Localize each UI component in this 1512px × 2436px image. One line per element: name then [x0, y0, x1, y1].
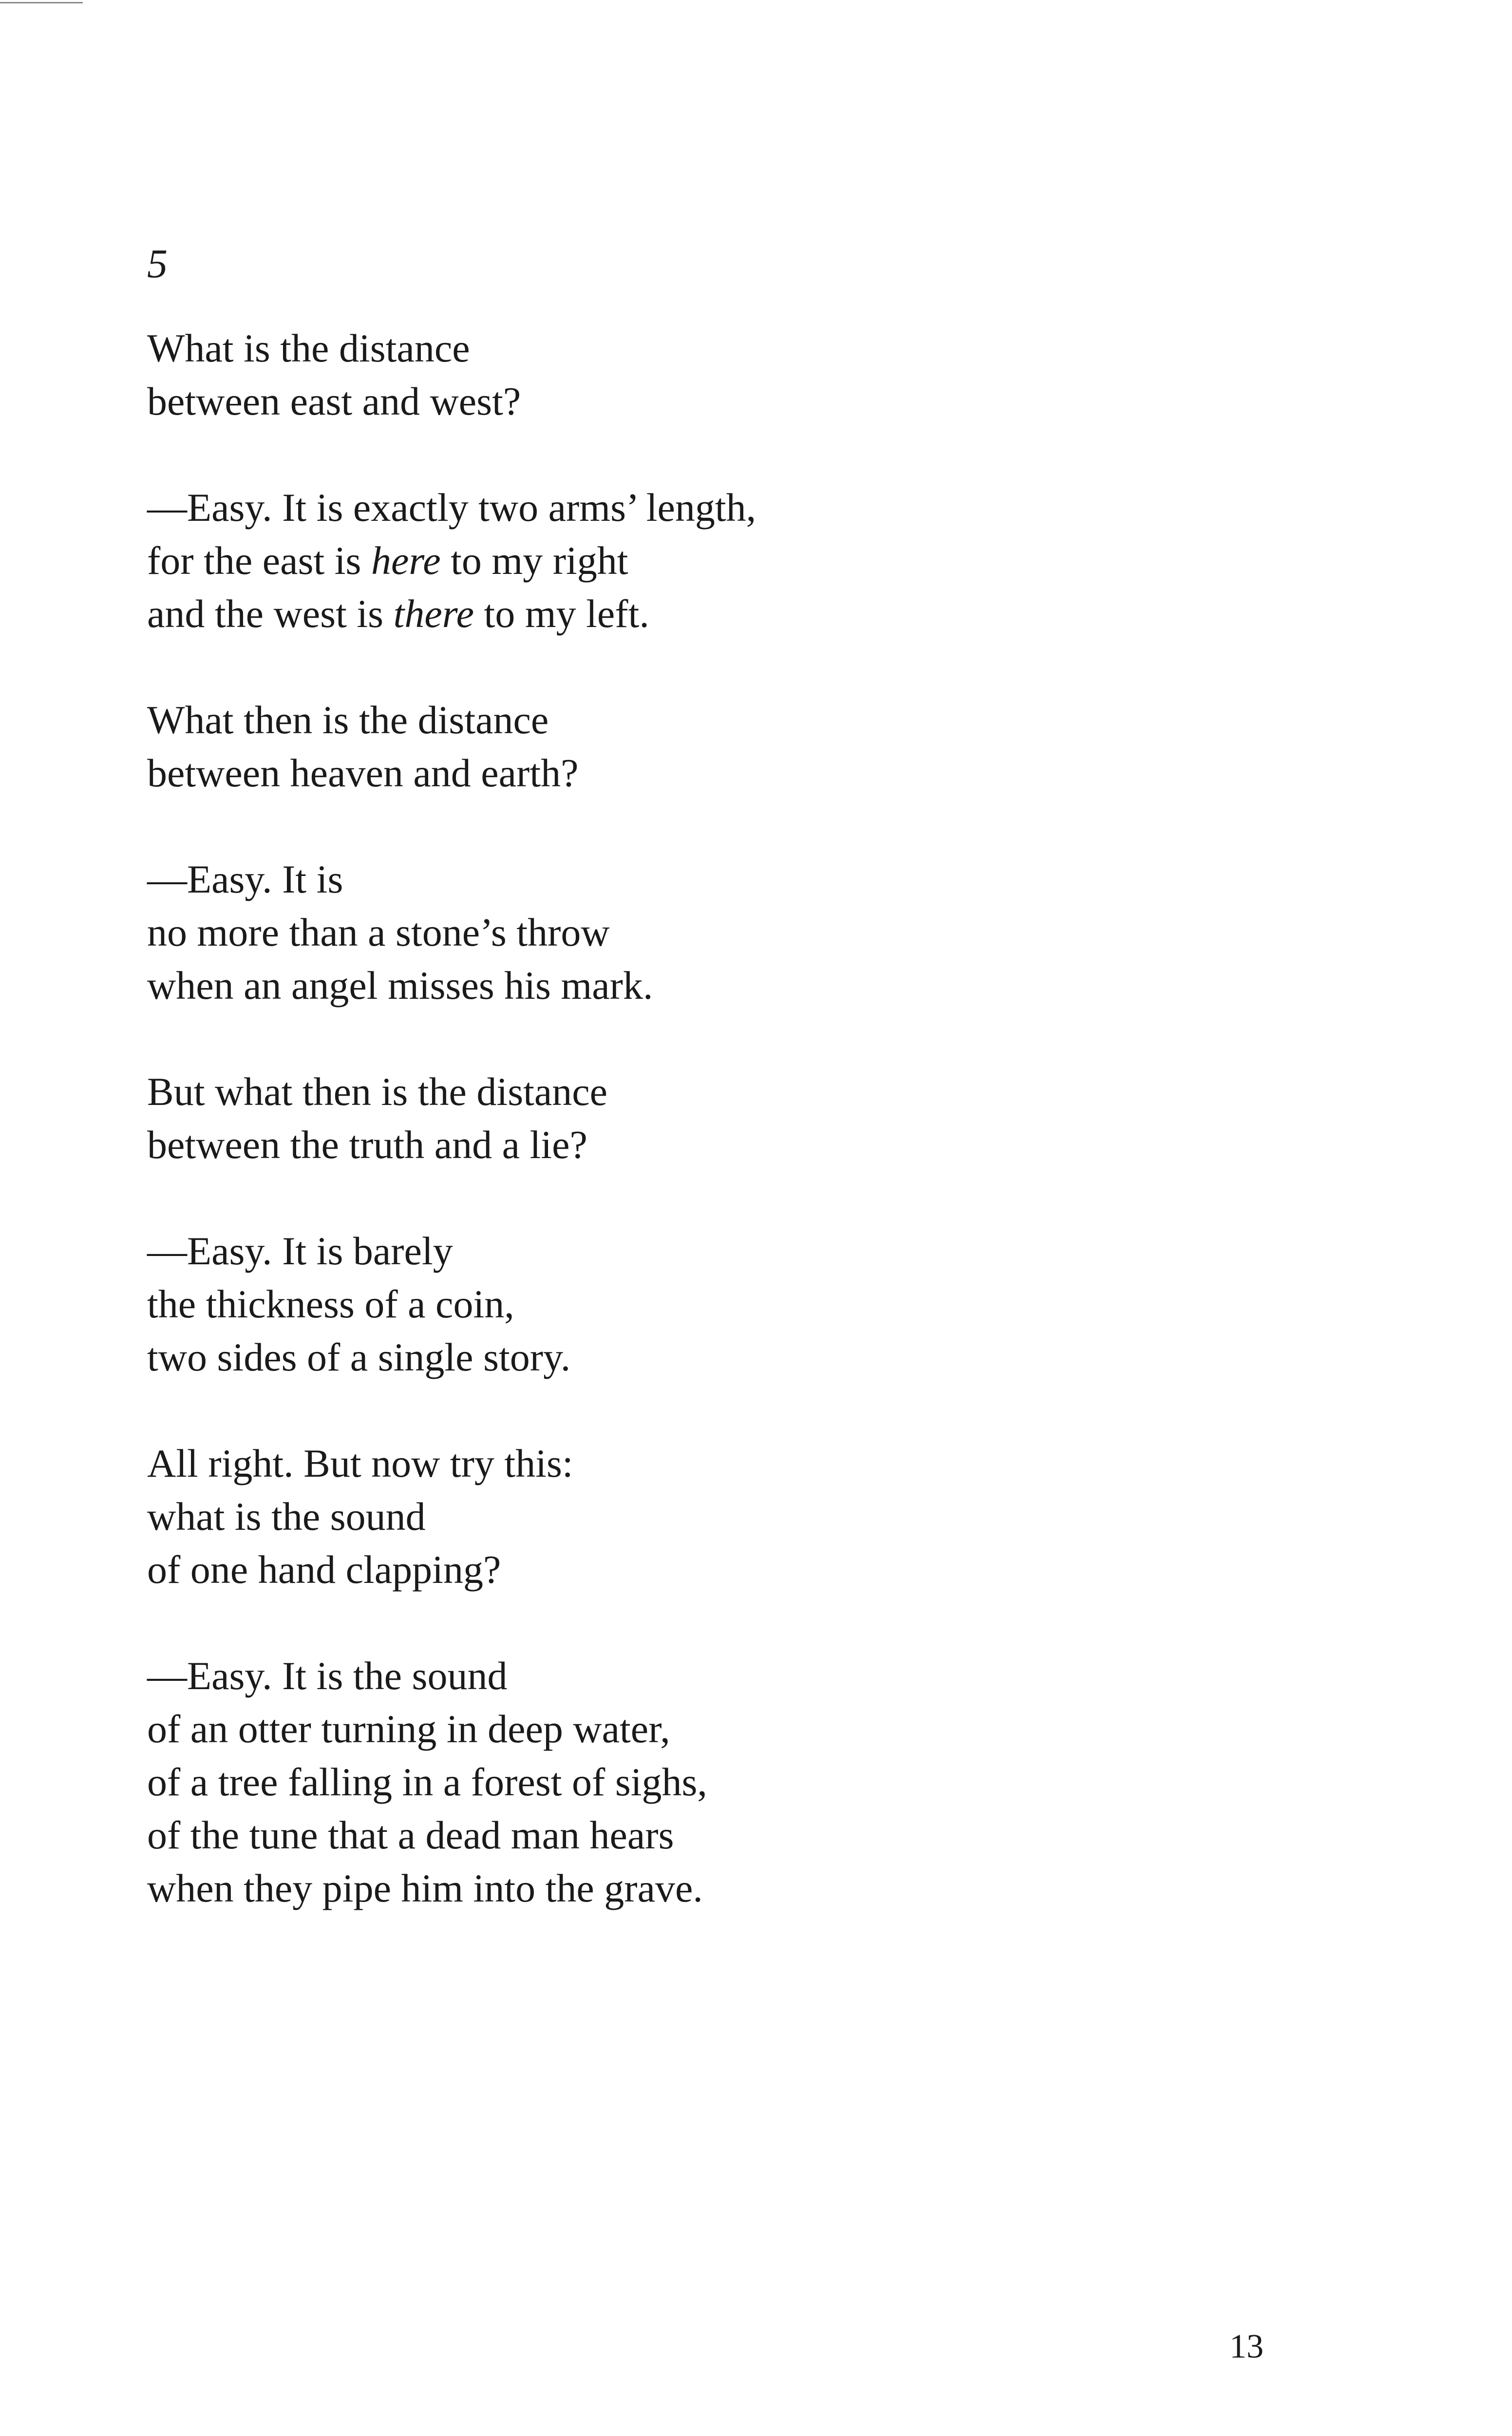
- line-text: of a tree falling in a forest of sighs,: [147, 1760, 707, 1804]
- stanza: [147, 1437, 1267, 1596]
- line-text: when an angel misses his mark.: [147, 963, 653, 1008]
- stanza: [147, 1224, 1267, 1384]
- line-text: What then is the distance: [147, 698, 549, 742]
- italic-word: here: [371, 538, 441, 583]
- line-text: when they pipe him into the grave.: [147, 1866, 703, 1910]
- line-text: what is the sound: [147, 1494, 426, 1539]
- poem-line: [147, 853, 1267, 906]
- poem-line: [147, 959, 1267, 1012]
- poem-line: [147, 1224, 1267, 1277]
- poem-line: [147, 906, 1267, 959]
- poem-body: [147, 322, 1267, 1968]
- line-text: of one hand clapping?: [147, 1547, 501, 1592]
- poem-line: [147, 1065, 1267, 1118]
- poem-line: [147, 1862, 1267, 1915]
- stanza: [147, 481, 1267, 640]
- line-text: —Easy. It is the sound: [147, 1654, 508, 1698]
- line-text: —Easy. It is barely: [147, 1229, 453, 1273]
- line-text: to my left.: [474, 591, 649, 636]
- line-text: All right. But now try this:: [147, 1441, 573, 1485]
- line-text: —Easy. It is: [147, 857, 343, 901]
- poem-line: [147, 1331, 1267, 1384]
- poem-line: [147, 1118, 1267, 1171]
- line-text: What is the distance: [147, 326, 470, 370]
- line-text: to my right: [440, 538, 628, 583]
- corner-rule: [0, 2, 83, 3]
- poem-line: [147, 481, 1267, 534]
- section-number: 5: [147, 241, 168, 286]
- poem-line: [147, 534, 1267, 587]
- poem-line: [147, 693, 1267, 746]
- line-text: two sides of a single story.: [147, 1335, 571, 1379]
- line-text: of an otter turning in deep water,: [147, 1707, 670, 1751]
- poem-line: [147, 375, 1267, 428]
- poem-line: [147, 1755, 1267, 1808]
- line-text: between east and west?: [147, 379, 521, 423]
- line-text: —Easy. It is exactly two arms’ length,: [147, 485, 756, 530]
- line-text: of the tune that a dead man hears: [147, 1813, 674, 1857]
- poem-line: [147, 1649, 1267, 1702]
- poem-line: [147, 1437, 1267, 1490]
- line-text: between the truth and a lie?: [147, 1123, 587, 1167]
- poem-line: [147, 1277, 1267, 1331]
- line-text: the thickness of a coin,: [147, 1282, 514, 1326]
- poem-line: [147, 1543, 1267, 1596]
- poem-line: [147, 746, 1267, 799]
- line-text: and the west is: [147, 591, 394, 636]
- page-number: 13: [1229, 2328, 1264, 2365]
- line-text: no more than a stone’s throw: [147, 910, 610, 954]
- stanza: [147, 1065, 1267, 1171]
- poem-line: [147, 587, 1267, 640]
- line-text: for the east is: [147, 538, 371, 583]
- line-text: But what then is the distance: [147, 1069, 608, 1114]
- poem-line: [147, 1490, 1267, 1543]
- poem-line: [147, 322, 1267, 375]
- stanza: [147, 693, 1267, 799]
- poem-line: [147, 1702, 1267, 1755]
- stanza: [147, 1649, 1267, 1915]
- stanza: [147, 853, 1267, 1012]
- line-text: between heaven and earth?: [147, 751, 579, 795]
- italic-word: there: [393, 591, 474, 636]
- stanza: [147, 322, 1267, 428]
- poem-line: [147, 1808, 1267, 1862]
